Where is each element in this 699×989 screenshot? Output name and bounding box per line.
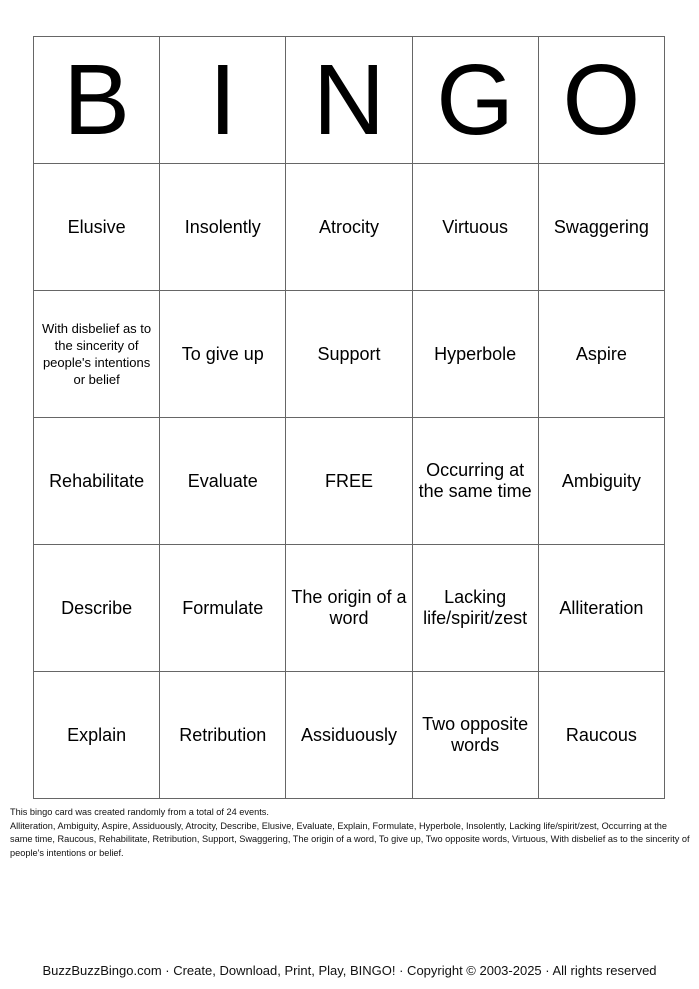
- bingo-cell: [286, 164, 412, 291]
- cell-text: Rehabilitate: [49, 470, 145, 491]
- cell-text: Occurring at the same time: [418, 460, 532, 501]
- free-space-cell: [286, 418, 412, 545]
- bingo-cell: [538, 291, 664, 418]
- header-letter-n: N: [286, 37, 412, 164]
- cell-text: Insolently: [184, 216, 261, 237]
- bingo-cell: [34, 291, 160, 418]
- header-letter-o: O: [538, 37, 664, 164]
- cell-text: Swaggering: [553, 216, 649, 237]
- bingo-cell: [34, 545, 160, 672]
- free-space-text: FREE: [324, 470, 373, 491]
- bingo-row-4: [34, 545, 665, 672]
- bingo-cell: [286, 545, 412, 672]
- cell-text: Formulate: [182, 597, 264, 618]
- cell-text: Virtuous: [442, 216, 509, 237]
- card-summary: This bingo card was created randomly from a total of 24 events.: [10, 807, 269, 817]
- bingo-cell: [538, 164, 664, 291]
- cell-text: Support: [317, 343, 381, 364]
- bingo-header-row: [34, 37, 665, 164]
- footer-copyright: BuzzBuzzBingo.com · Create, Download, Print, Play, BINGO! · Copyright © 2003-2025 · All rights reserved: [42, 963, 657, 978]
- bingo-row-2: [34, 291, 665, 418]
- cell-text: Alliteration: [559, 597, 644, 618]
- bingo-card: [33, 36, 665, 799]
- bingo-cell: [160, 545, 286, 672]
- bingo-cell: [34, 164, 160, 291]
- events-list: Alliteration, Ambiguity, Aspire, Assiduously, Atrocity, Describe, Elusive, Evaluate, Explain, Formulate, Hyperbole, Insolently, Lacking life/spirit/zest, Occurring at the same time, Raucous, Rehabilitate, Retribution, Support, Swaggering, The origin of a word, To give up, Two opposite words, Virtuous, With disbelief as to the sincerity of people's intentions or belief.: [10, 820, 690, 858]
- bingo-cell: [160, 291, 286, 418]
- cell-text: Retribution: [179, 724, 267, 745]
- bingo-row-3: [34, 418, 665, 545]
- bingo-row-1: [34, 164, 665, 291]
- bingo-cell: [286, 291, 412, 418]
- bingo-cell: [412, 672, 538, 799]
- cell-text: Hyperbole: [434, 343, 517, 364]
- bingo-cell: [286, 672, 412, 799]
- bingo-cell: [34, 418, 160, 545]
- cell-text: Evaluate: [187, 470, 258, 491]
- header-letter-g: G: [412, 37, 538, 164]
- cell-text: Explain: [67, 724, 127, 745]
- cell-text: Ambiguity: [561, 470, 641, 491]
- cell-text: Assiduously: [300, 724, 397, 745]
- cell-text: Describe: [61, 597, 133, 618]
- bingo-row-5: [34, 672, 665, 799]
- bingo-cell: [160, 418, 286, 545]
- bingo-cell: [538, 418, 664, 545]
- cell-text: Lacking life/spirit/zest: [423, 587, 528, 628]
- cell-text: Raucous: [565, 724, 637, 745]
- cell-text: To give up: [181, 343, 264, 364]
- cell-text: Atrocity: [318, 216, 379, 237]
- cell-text: The origin of a word: [291, 587, 407, 628]
- cell-text: With disbelief as to the sincerity of people's intentions or belief: [42, 321, 152, 387]
- header-letter-i: I: [160, 37, 286, 164]
- bingo-cell: [160, 672, 286, 799]
- bingo-cell: [538, 672, 664, 799]
- bingo-cell: [412, 164, 538, 291]
- cell-text: Elusive: [67, 216, 126, 237]
- bingo-cell: [412, 291, 538, 418]
- cell-text: Aspire: [575, 343, 627, 364]
- bingo-cell: [34, 672, 160, 799]
- card-note: [10, 806, 690, 860]
- bingo-cell: [412, 418, 538, 545]
- bingo-cell: [538, 545, 664, 672]
- bingo-cell: [160, 164, 286, 291]
- cell-text: Two opposite words: [422, 714, 529, 755]
- header-letter-b: B: [34, 37, 160, 164]
- bingo-cell: [412, 545, 538, 672]
